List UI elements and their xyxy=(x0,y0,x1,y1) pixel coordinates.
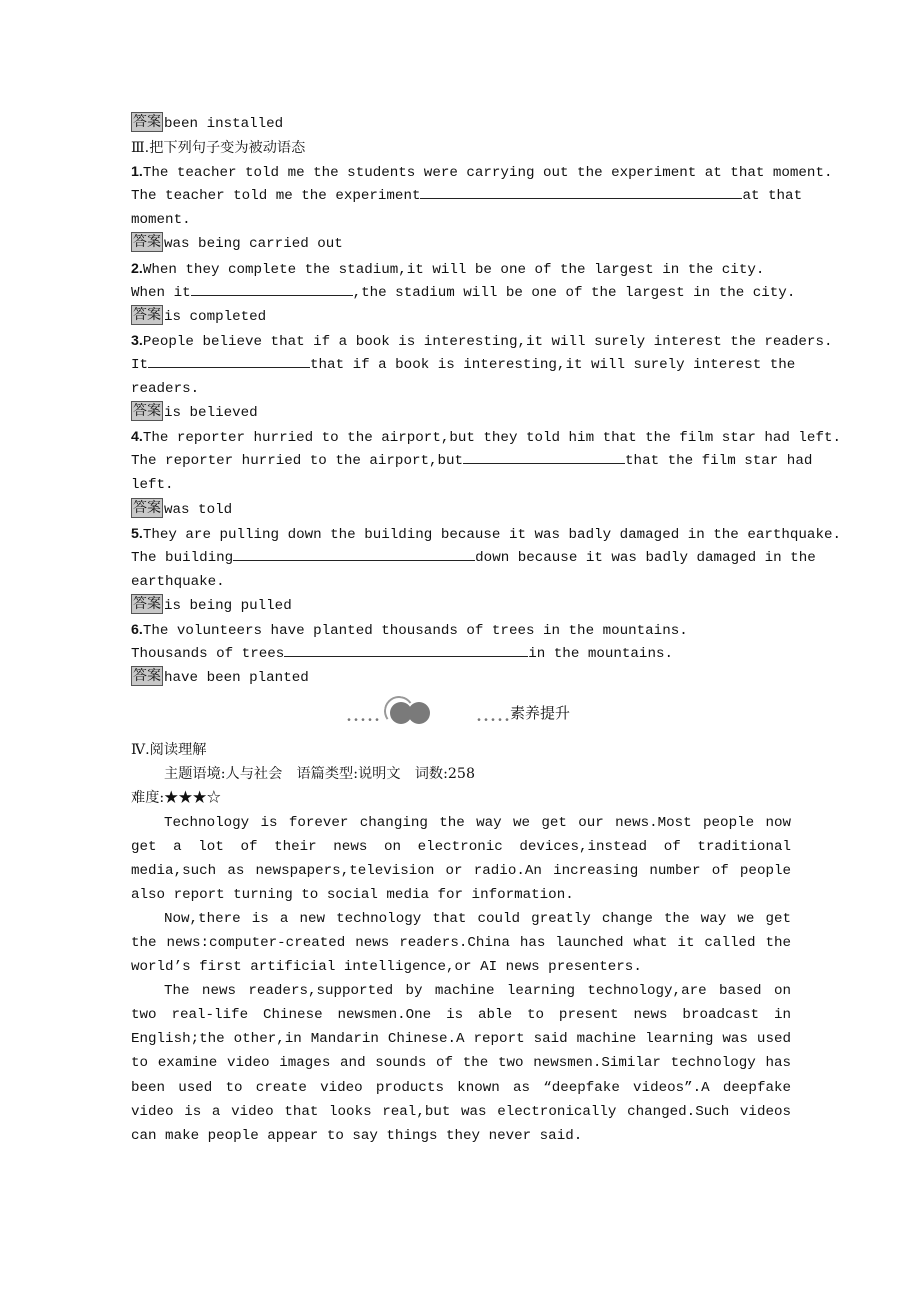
rewrite-text: moment. xyxy=(131,212,191,229)
rewrite-text: in the mountains. xyxy=(528,646,673,663)
item-number: 1. xyxy=(131,164,143,181)
answer-badge: 答案 xyxy=(133,668,161,685)
answer-blank[interactable] xyxy=(420,184,742,199)
rewrite-text: that if a book is interesting,it will surely interest the xyxy=(310,356,796,373)
item-number: 6. xyxy=(131,621,143,638)
answer-text: is being pulled xyxy=(164,597,292,614)
item-number: 3. xyxy=(131,332,143,349)
original-sentence: The reporter hurried to the airport,but they told him that the film star had left. xyxy=(142,430,841,447)
answer-text: is completed xyxy=(164,308,267,325)
answer-badge: 答案 xyxy=(133,499,161,516)
answer-badge: 答案 xyxy=(133,114,161,130)
answer-blank[interactable] xyxy=(284,642,528,657)
answer-blank[interactable] xyxy=(191,281,353,296)
rewrite-text: The teacher told me the experiment xyxy=(131,188,421,205)
answer-text: was told xyxy=(164,501,233,518)
answer-badge: 答案 xyxy=(133,306,161,323)
difficulty-label: 难度: xyxy=(131,790,165,807)
divider-label: 素养提升 xyxy=(510,704,571,723)
exercise-item-4 xyxy=(131,425,841,521)
answer-text: is believed xyxy=(164,405,258,422)
rewrite-text: down because it was badly damaged in the xyxy=(475,549,816,566)
document-page xyxy=(131,112,841,1148)
rewrite-text: that the film star had xyxy=(625,453,813,470)
rewrite-text: When it xyxy=(131,284,191,301)
answer-text: been installed xyxy=(164,116,284,132)
original-sentence: The teacher told me the students were carrying out the experiment at that moment. xyxy=(142,165,833,182)
rewrite-text: Thousands of trees xyxy=(131,646,285,663)
answer-blank[interactable] xyxy=(148,353,310,368)
answer-text: have been planted xyxy=(164,670,309,687)
section-divider xyxy=(131,690,791,738)
rewrite-text: The reporter hurried to the airport,but xyxy=(131,453,464,470)
answer-badge: 答案 xyxy=(133,595,161,612)
exercise-item-1 xyxy=(131,160,833,256)
exercise-item-5 xyxy=(131,522,841,618)
answer-badge: 答案 xyxy=(133,403,161,420)
previous-answer xyxy=(131,112,791,136)
rewrite-text: readers. xyxy=(131,381,200,398)
item-number: 2. xyxy=(131,260,143,277)
difficulty-stars: ★★★☆ xyxy=(164,790,221,807)
rewrite-text: ,the stadium will be one of the largest in the city. xyxy=(352,284,796,301)
rewrite-text: It xyxy=(131,356,149,373)
answer-text: was being carried out xyxy=(164,236,343,253)
passage-paragraph-3: The news readers,supported by machine learning technology,are based on two real-life Chinese newsmen.One is able to present news broadcast in English;the other,in Mandarin Chinese.A report said machine learning was used to examine video images and sounds of the two newsmen.Similar technology has been used to create video products known as “deepfake videos”.A deepfake video is a video that looks real,but was electronically changed.Such videos can make people appear to say things they never said. xyxy=(131,983,791,1144)
rewrite-text: earthquake. xyxy=(131,573,225,590)
rewrite-text: left. xyxy=(131,477,174,494)
exercise-item-2 xyxy=(131,257,796,329)
rewrite-text: The building xyxy=(131,549,234,566)
answer-blank[interactable] xyxy=(233,546,475,561)
original-sentence: When they complete the stadium,it will be one of the largest in the city. xyxy=(142,261,765,278)
original-sentence: People believe that if a book is interesting,it will surely interest the readers. xyxy=(142,333,833,350)
dots-decoration: ••••• xyxy=(476,716,512,728)
dots-decoration: ••••• xyxy=(346,716,382,728)
item-number: 4. xyxy=(131,429,143,446)
original-sentence: They are pulling down the building because it was badly damaged in the earthquake. xyxy=(142,526,841,543)
exercise-item-6 xyxy=(131,618,791,690)
item-number: 5. xyxy=(131,525,143,542)
original-sentence: The volunteers have planted thousands of trees in the mountains. xyxy=(142,622,688,639)
passage-paragraph-2: Now,there is a new technology that could greatly change the way we get the news:computer-created news readers.China has launched what it called the world’s first artificial intelligence,or AI news presenters. xyxy=(131,910,791,976)
passage-paragraph-1: Technology is forever changing the way we get our news.Most people now get a lot of their news on electronic devices,instead of traditional media,such as newspapers,television or radio.An increasing number of people also report turning to social media for information. xyxy=(131,814,791,903)
section-3-title: Ⅲ.把下列句子变为被动语态 xyxy=(131,140,306,157)
exercise-item-3 xyxy=(131,329,833,425)
section-4-title: Ⅳ.阅读理解 xyxy=(131,742,207,759)
double-circle-icon xyxy=(388,696,438,726)
rewrite-text: at that xyxy=(742,188,803,205)
passage-meta: 主题语境:人与社会 语篇类型:说明文 词数:258 xyxy=(164,766,475,783)
answer-blank[interactable] xyxy=(463,449,625,464)
answer-badge: 答案 xyxy=(133,234,161,251)
